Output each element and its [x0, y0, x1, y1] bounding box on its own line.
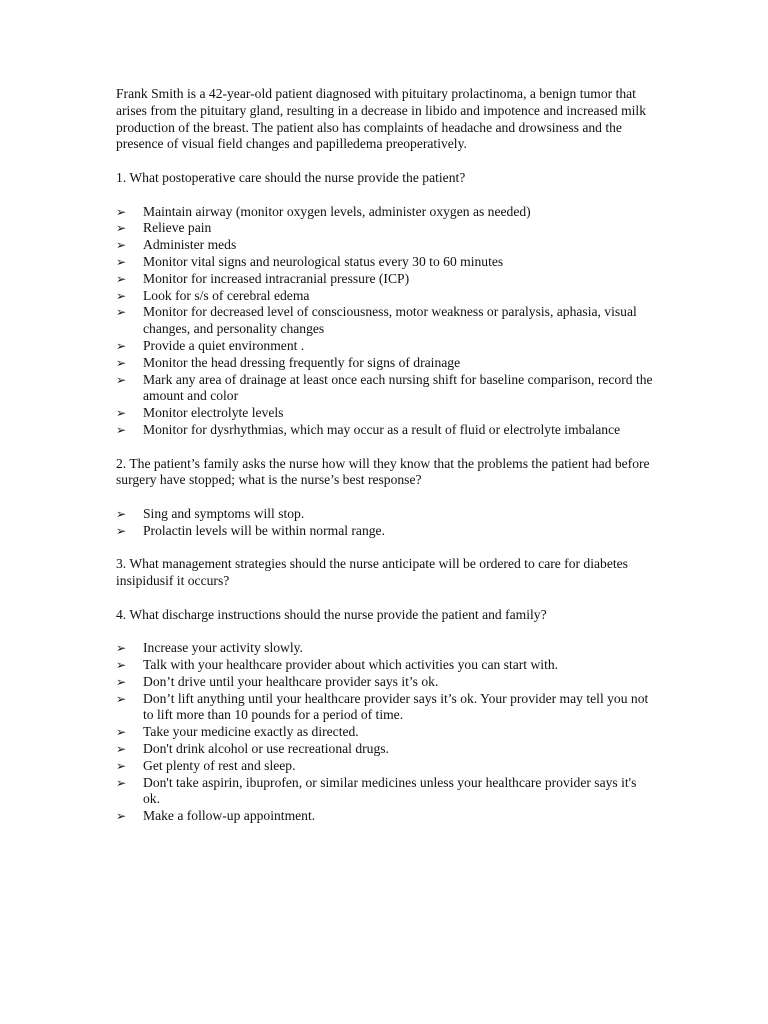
- list-item-text: Monitor electrolyte levels: [143, 405, 284, 421]
- list-item-text: Administer meds: [143, 237, 237, 253]
- arrowhead-icon: ➢: [116, 641, 127, 656]
- question-1: 1. What postoperative care should the nurse provide the patient?: [116, 169, 466, 185]
- list-item-text: Mark any area of drainage at least once each nursing shift for baseline comparison, record the amount and color: [143, 371, 653, 404]
- arrowhead-icon: ➢: [116, 658, 127, 673]
- list-item: [116, 657, 656, 674]
- list-item: [116, 422, 656, 439]
- list-item: [116, 237, 656, 254]
- list-item: [116, 808, 656, 825]
- list-item-text: Monitor vital signs and neurological status every 30 to 60 minutes: [143, 253, 504, 269]
- list-item: [116, 506, 656, 523]
- list-item: [116, 674, 656, 691]
- list-item: [116, 220, 656, 237]
- list-item-text: Don't drink alcohol or use recreational drugs.: [143, 741, 389, 757]
- arrowhead-icon: ➢: [116, 691, 127, 706]
- arrowhead-icon: ➢: [116, 506, 127, 521]
- arrowhead-icon: ➢: [116, 221, 127, 236]
- question-2: 2. The patient’s family asks the nurse how will they know that the problems the patient had before surgery have stopped; what is the nurse’s best response?: [116, 455, 650, 488]
- arrowhead-icon: ➢: [116, 758, 127, 773]
- spacer: [116, 590, 656, 607]
- list-item: [116, 523, 656, 540]
- arrowhead-icon: ➢: [116, 254, 127, 269]
- list-item-text: Don’t drive until your healthcare provider says it’s ok.: [143, 673, 439, 689]
- list-item-text: Don't take aspirin, ibuprofen, or similar medicines unless your healthcare provider says it's ok.: [143, 774, 637, 807]
- arrowhead-icon: ➢: [116, 355, 127, 370]
- spacer: [116, 153, 656, 170]
- spacer: [116, 540, 656, 557]
- spacer: [116, 624, 656, 641]
- answer-list-2: [116, 506, 656, 540]
- list-item-text: Increase your activity slowly.: [143, 640, 303, 656]
- document-page: [116, 86, 656, 825]
- list-item-text: Don’t lift anything until your healthcare provider says it’s ok. Your provider may tell you not to lift more than 10 pounds for a period of time.: [143, 690, 649, 723]
- list-item-text: Provide a quiet environment .: [143, 337, 305, 353]
- arrowhead-icon: ➢: [116, 288, 127, 303]
- arrowhead-icon: ➢: [116, 674, 127, 689]
- spacer: [116, 187, 656, 204]
- arrowhead-icon: ➢: [116, 204, 127, 219]
- list-item: [116, 775, 656, 809]
- list-item-text: Monitor for decreased level of consciousness, motor weakness or paralysis, aphasia, visual changes, and personality changes: [143, 304, 637, 337]
- arrowhead-icon: ➢: [116, 775, 127, 790]
- list-item: [116, 405, 656, 422]
- list-item-text: Relieve pain: [143, 220, 212, 236]
- answer-list-4: [116, 640, 656, 825]
- list-item-text: Monitor for increased intracranial pressure (ICP): [143, 270, 410, 286]
- list-item: [116, 724, 656, 741]
- arrowhead-icon: ➢: [116, 523, 127, 538]
- question-4: 4. What discharge instructions should the nurse provide the patient and family?: [116, 606, 547, 622]
- list-item: [116, 691, 656, 725]
- arrowhead-icon: ➢: [116, 305, 127, 320]
- spacer: [116, 439, 656, 456]
- list-item: [116, 640, 656, 657]
- list-item: [116, 741, 656, 758]
- answer-list-1: [116, 204, 656, 439]
- arrowhead-icon: ➢: [116, 809, 127, 824]
- list-item: [116, 355, 656, 372]
- list-item: [116, 254, 656, 271]
- list-item: [116, 288, 656, 305]
- list-item: [116, 271, 656, 288]
- arrowhead-icon: ➢: [116, 238, 127, 253]
- list-item-text: Take your medicine exactly as directed.: [143, 724, 359, 740]
- arrowhead-icon: ➢: [116, 271, 127, 286]
- list-item-text: Monitor the head dressing frequently for signs of drainage: [143, 354, 461, 370]
- intro-paragraph: Frank Smith is a 42-year-old patient diagnosed with pituitary prolactinoma, a benign tumor that arises from the pituitary gland, resulting in a decrease in libido and impotence and increased milk production of the breast. The patient also has complaints of headache and drowsiness and the presence of visual field changes and papilledema preoperatively.: [116, 86, 646, 152]
- list-item-text: Get plenty of rest and sleep.: [143, 757, 296, 773]
- list-item-text: Make a follow-up appointment.: [143, 808, 316, 824]
- arrowhead-icon: ➢: [116, 742, 127, 757]
- list-item-text: Maintain airway (monitor oxygen levels, administer oxygen as needed): [143, 203, 531, 219]
- list-item-text: Monitor for dysrhythmias, which may occur as a result of fluid or electrolyte imbalance: [143, 421, 621, 437]
- arrowhead-icon: ➢: [116, 372, 127, 387]
- list-item-text: Prolactin levels will be within normal range.: [143, 522, 385, 538]
- arrowhead-icon: ➢: [116, 725, 127, 740]
- arrowhead-icon: ➢: [116, 406, 127, 421]
- list-item-text: Sing and symptoms will stop.: [143, 505, 305, 521]
- list-item: [116, 304, 656, 338]
- list-item: [116, 758, 656, 775]
- list-item: [116, 204, 656, 221]
- list-item: [116, 338, 656, 355]
- question-sections: [116, 153, 656, 825]
- question-3: 3. What management strategies should the nurse anticipate will be ordered to care for diabetes insipidusif it occurs?: [116, 556, 628, 589]
- list-item-text: Talk with your healthcare provider about which activities you can start with.: [143, 657, 559, 673]
- list-item: [116, 372, 656, 406]
- spacer: [116, 489, 656, 506]
- arrowhead-icon: ➢: [116, 338, 127, 353]
- list-item-text: Look for s/s of cerebral edema: [143, 287, 310, 303]
- arrowhead-icon: ➢: [116, 422, 127, 437]
